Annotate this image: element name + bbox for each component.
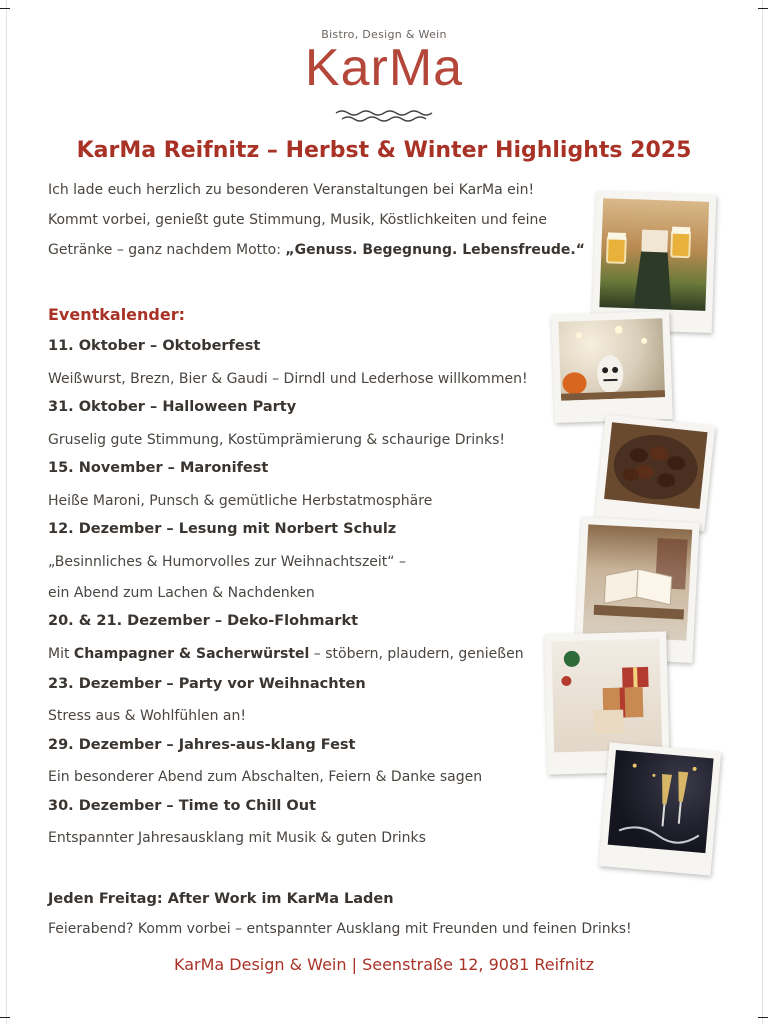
event-description: Heiße Maroni, Punsch & gemütliche Herbstatmosphäre <box>48 493 433 509</box>
footer-name: KarMa Design & Wein <box>174 955 347 974</box>
weekly-heading: Jeden Freitag: After Work im KarMa Laden <box>48 891 394 907</box>
champagne-photo <box>599 742 721 875</box>
event-description: Gruselig gute Stimmung, Kostümprämierung & schaurige Drinks! <box>48 432 506 448</box>
calendar-heading: Eventkalender: <box>48 305 186 324</box>
event-description: „Besinnliches & Humorvolles zur Weihnachtszeit“ – <box>48 554 406 570</box>
chestnuts-photo <box>595 415 715 532</box>
crop-mark <box>0 1007 10 1018</box>
intro-line: Kommt vorbei, genießt gute Stimmung, Musik, Köstlichkeiten und feine <box>48 212 548 228</box>
footer-contact <box>0 955 768 974</box>
event-description: Weißwurst, Brezn, Bier & Gaudi – Dirndl und Lederhose willkommen! <box>48 371 528 387</box>
crop-mark <box>758 8 768 19</box>
footer-address: Seenstraße 12, 9081 Reifnitz <box>362 955 594 974</box>
intro-line: Ich lade euch herzlich zu besonderen Veranstaltungen bei KarMa ein! <box>48 182 535 198</box>
logo-tagline: Bistro, Design & Wein <box>321 28 447 41</box>
event-title: 11. Oktober – Oktoberfest <box>48 338 261 354</box>
event-description: Entspannter Jahresausklang mit Musik & guten Drinks <box>48 830 426 846</box>
event-description: Stress aus & Wohlfühlen an! <box>48 708 246 724</box>
intro-prefix: Getränke – ganz nachdem Motto: <box>48 242 286 258</box>
halloween-photo <box>551 311 673 423</box>
motto: „Genuss. Begegnung. Lebensfreude.“ <box>285 242 585 258</box>
event-description: ein Abend zum Lachen & Nachdenken <box>48 585 315 601</box>
logo-wordmark: KarMa <box>304 39 464 97</box>
event-title: 30. Dezember – Time to Chill Out <box>48 798 317 814</box>
crop-mark <box>758 1007 768 1018</box>
event-title: 12. Dezember – Lesung mit Norbert Schulz <box>48 521 397 537</box>
event-title: 29. Dezember – Jahres-aus-klang Fest <box>48 737 356 753</box>
event-description: Ein besonderer Abend zum Abschalten, Feiern & Danke sagen <box>48 769 483 785</box>
weekly-description: Feierabend? Komm vorbei – entspannter Ausklang mit Freunden und feinen Drinks! <box>48 921 632 937</box>
intro-line <box>48 241 585 259</box>
waves-icon <box>334 109 434 123</box>
event-title: 31. Oktober – Halloween Party <box>48 399 297 415</box>
footer-divider: | <box>351 955 357 974</box>
event-title: 20. & 21. Dezember – Deko-Flohmarkt <box>48 613 359 629</box>
page-title: KarMa Reifnitz – Herbst & Winter Highlights 2025 <box>76 138 692 163</box>
event-title: 15. November – Maronifest <box>48 460 269 476</box>
event-title: 23. Dezember – Party vor Weihnachten <box>48 676 366 692</box>
event-description: Mit Champagner & Sacherwürstel – stöbern, plaudern, genießen <box>48 646 524 662</box>
crop-mark <box>0 8 10 19</box>
